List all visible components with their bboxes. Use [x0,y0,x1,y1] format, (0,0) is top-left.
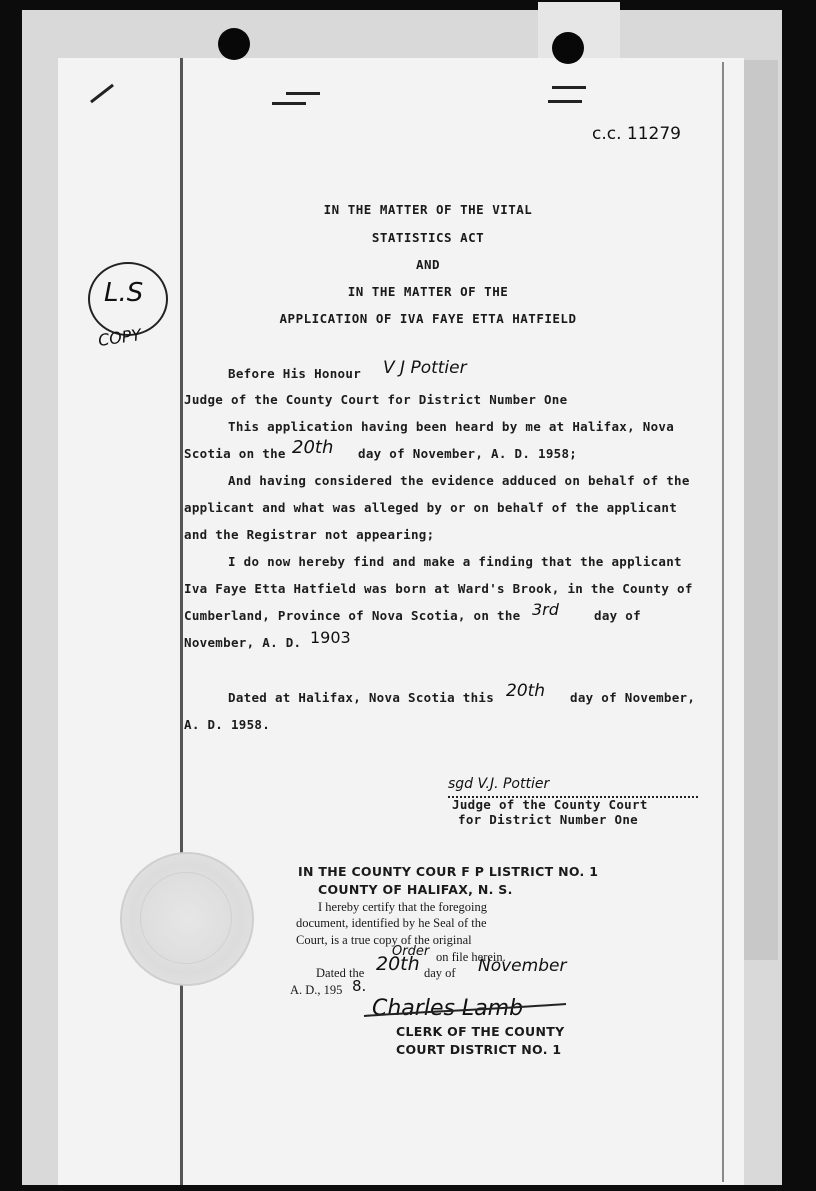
order-handwritten: Order [392,944,430,959]
paragraph-line: This application having been heard by me at Halifax, Nova [228,419,675,434]
stamp-line: Court, is a true copy of the original [296,933,472,947]
before-prefix: Before His Honour [228,366,362,381]
stamp-line: IN THE COUNTY COUR F P LISTRICT NO. 1 [298,864,599,879]
stamp-line: COUNTY OF HALIFAX, N. S. [318,882,513,897]
clerk-signature-handwritten: Charles Lamb [372,996,524,1021]
paragraph-line: Scotia on the [184,446,286,461]
paragraph-line: And having considered the evidence adduced on behalf of the [228,473,690,488]
punch-hole [552,32,584,64]
year-handwritten: 1903 [310,628,351,647]
heading-line: IN THE MATTER OF THE [347,284,509,299]
dated-line: day of November, [570,690,696,705]
stamp-line: A. D., 195 [290,983,343,997]
double-tick-mark [552,86,586,89]
heading-line: IN THE MATTER OF THE VITAL [323,202,533,217]
double-tick-mark [286,92,320,95]
ls-mark: L.S [104,278,144,308]
month-handwritten: November [478,956,567,976]
heading-line: AND [415,257,441,272]
day-handwritten: 3rd [532,600,559,619]
heading-line: APPLICATION OF IVA FAYE ETTA HATFIELD [279,311,577,326]
clerk-title: CLERK OF THE COUNTY [396,1024,565,1039]
stamp-line: day of [424,966,456,980]
double-tick-mark [548,100,582,103]
heading-line: STATISTICS ACT [371,230,485,245]
stamp-line: Dated the [316,966,365,980]
judge-signature-handwritten: sgd V.J. Pottier [448,776,550,792]
paragraph-line: November, A. D. [184,635,302,650]
margin-rule [722,62,724,1182]
stamp-line: on file herein. [436,950,506,964]
paragraph-line: applicant and what was alleged by or on behalf of the applicant [184,500,678,515]
double-tick-mark [272,102,306,105]
court-seal [120,852,254,986]
stamp-line: I hereby certify that the foregoing [318,900,488,914]
stamp-line: document, identified by he Seal of the [296,916,487,930]
court-seal-inner [140,872,232,964]
judge-title: Judge of the County Court for District Number One [184,392,568,407]
day-handwritten: 20th [376,953,420,975]
paragraph-line: Cumberland, Province of Nova Scotia, on the [184,608,521,623]
copy-mark: COPY [96,325,143,350]
year-handwritten: 8. [352,977,367,995]
case-number: c.c. 11279 [592,124,681,144]
paragraph-line: Iva Faye Etta Hatfield was born at Ward's Brook, in the County of [184,581,693,596]
paragraph-line: and the Registrar not appearing; [184,527,435,542]
day-handwritten: 20th [292,437,334,458]
signature-flourish [360,1000,570,1020]
paragraph-line: I do now hereby find and make a finding that the applicant [228,554,682,569]
paragraph-line: day of November, A. D. 1958; [358,446,578,461]
paragraph-line: day of [594,608,641,623]
signature-title: for District Number One [458,812,638,827]
margin-rule [180,58,183,1185]
dated-line: Dated at Halifax, Nova Scotia this [228,690,495,705]
clerk-title: COURT DISTRICT NO. 1 [396,1042,562,1057]
back-sheet-edge [738,60,778,960]
judge-name-handwritten: V J Pottier [383,358,467,378]
day-handwritten: 20th [506,681,546,701]
dated-line: A. D. 1958. [184,717,271,732]
punch-hole [218,28,250,60]
signature-title: Judge of the County Court [452,797,648,812]
